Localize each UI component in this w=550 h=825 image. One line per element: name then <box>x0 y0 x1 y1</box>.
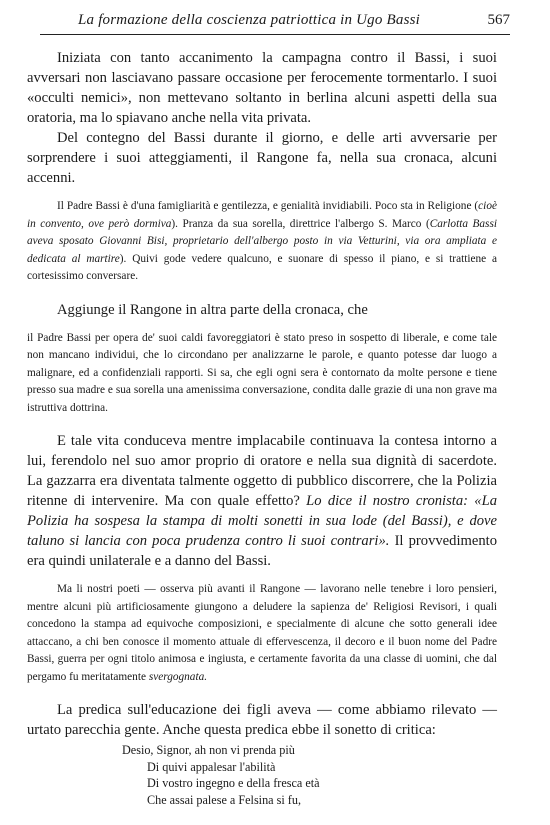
page-body <box>27 48 497 808</box>
paragraph-3: Aggiunge il Rangone in altra parte della cronaca, che <box>57 301 368 318</box>
quote-3 <box>27 581 497 686</box>
quote-1-italic-b: cioè in convento, ove però dormiva <box>27 200 497 230</box>
paragraph-1: Iniziata con tanto accanimento la campagna contro il Bassi, i suoi avversari non lasciavano passare occasione per ferocemente tormentarlo. I suoi «occulti nemici», non mettevano soltanto in berlina alcuni aspetti della sua oratoria, ma lo spiavano anche nella vita privata. <box>27 50 497 126</box>
running-header <box>40 10 510 35</box>
quote-3-italic-b: svergognata. <box>148 670 208 683</box>
verse-line-3: Di vostro ingegno e della fresca età <box>147 776 320 790</box>
quote-1-part-e: ). Quivi gode vedere qualcuno, e suonare di spesso il piano, e si trattiene a cortesissimo conversare. <box>27 252 498 282</box>
paragraph-4 <box>27 431 497 571</box>
verse-line-2: Di quivi appalesar l'abilità <box>147 759 276 774</box>
paragraph-4-part-c: Il provvedimento era quindi unilaterale e a danno del Bassi. <box>27 533 497 569</box>
paragraph-5: La predica sull'educazione dei figli aveva — come abbiamo rilevato — urtato parecchia gente. Anche questa predica ebbe il sonetto di critica: <box>27 702 497 738</box>
verse-line-4: Che assai palese a Felsina si fu, <box>147 792 301 807</box>
quote-3-part-a: Ma li nostri poeti — osserva più avanti il Rangone — lavorano nelle tenebre i loro pensieri, mentre alcuni più artificiosamente giungono a deludere la sapienza de' Religiosi Revisori, i quali concedono la stampa ad equivoche composizioni, e specialmente di alcune che sotto generali idee attaccano, a chi ben conosce il momento attuale di effervescenza, il decoro e il buon nome del Padre Bassi, guerra per ogni titolo animosa e ingiusta, e certamente favorita da una classe di uomini, che dal pergamo fu meritatamente <box>27 583 497 683</box>
quote-1-italic-d: Carlotta Bassi aveva sposato Giovanni Bisi, proprietario dell'albergo posto in via Vetturini, via ora ampliata e dedicata al martire <box>27 217 497 265</box>
quote-1-part-c: ). Pranza da sua sorella, direttrice l'albergo S. Marco ( <box>171 217 430 230</box>
quote-2: il Padre Bassi per opera de' suoi caldi favoreggiatori è stato preso in sospetto di liberale, e come tale non mancano individui, che lo circondano per analizzarne le parole, e quanto potesse dar luogo a malignare, ed a confidenziali rapporti. Si sa, che egli ogni sera è contornato da molte persone e tiene presso sua madre e sua sorella una amenissima conversazione, condita dalle grazie di una non grave ma istruttiva dottrina. <box>27 331 497 414</box>
sonnet-excerpt <box>122 742 497 808</box>
paragraph-4-part-a: E tale vita conduceva mentre implacabile continuava la contesa intorno a lui, ferendolo nel suo amor proprio di oratore e nella sua dignità di sacerdote. La gazzarra era diventata talmente oggetto di pubblico discorrere, che la Polizia ritenne di intervenire. Ma con quale effetto? <box>27 433 497 509</box>
running-title: La formazione della coscienza patriottica in Ugo Bassi <box>78 12 421 28</box>
verse-line-1: Desio, Signor, ah non vi prenda più <box>122 743 295 757</box>
paragraph-2: Del contegno del Bassi durante il giorno, e delle arti avversarie per sorprendere i suoi atteggiamenti, il Rangone fa, nella sua cronaca, alcuni accenni. <box>27 130 497 186</box>
paragraph-4-italic-b: Lo dice il nostro cronista: «La Polizia ha sospesa la stampa di molti sonetti in sua lode (del Bassi), e dove taluno si lancia con poca prudenza contro li suoi contrari». <box>27 493 497 549</box>
quote-1 <box>27 198 497 286</box>
page-number: 567 <box>487 12 510 28</box>
quote-1-part-a: Il Padre Bassi è d'una famigliarità e gentilezza, e genialità invidiabili. Poco sta in Religione ( <box>57 200 479 212</box>
